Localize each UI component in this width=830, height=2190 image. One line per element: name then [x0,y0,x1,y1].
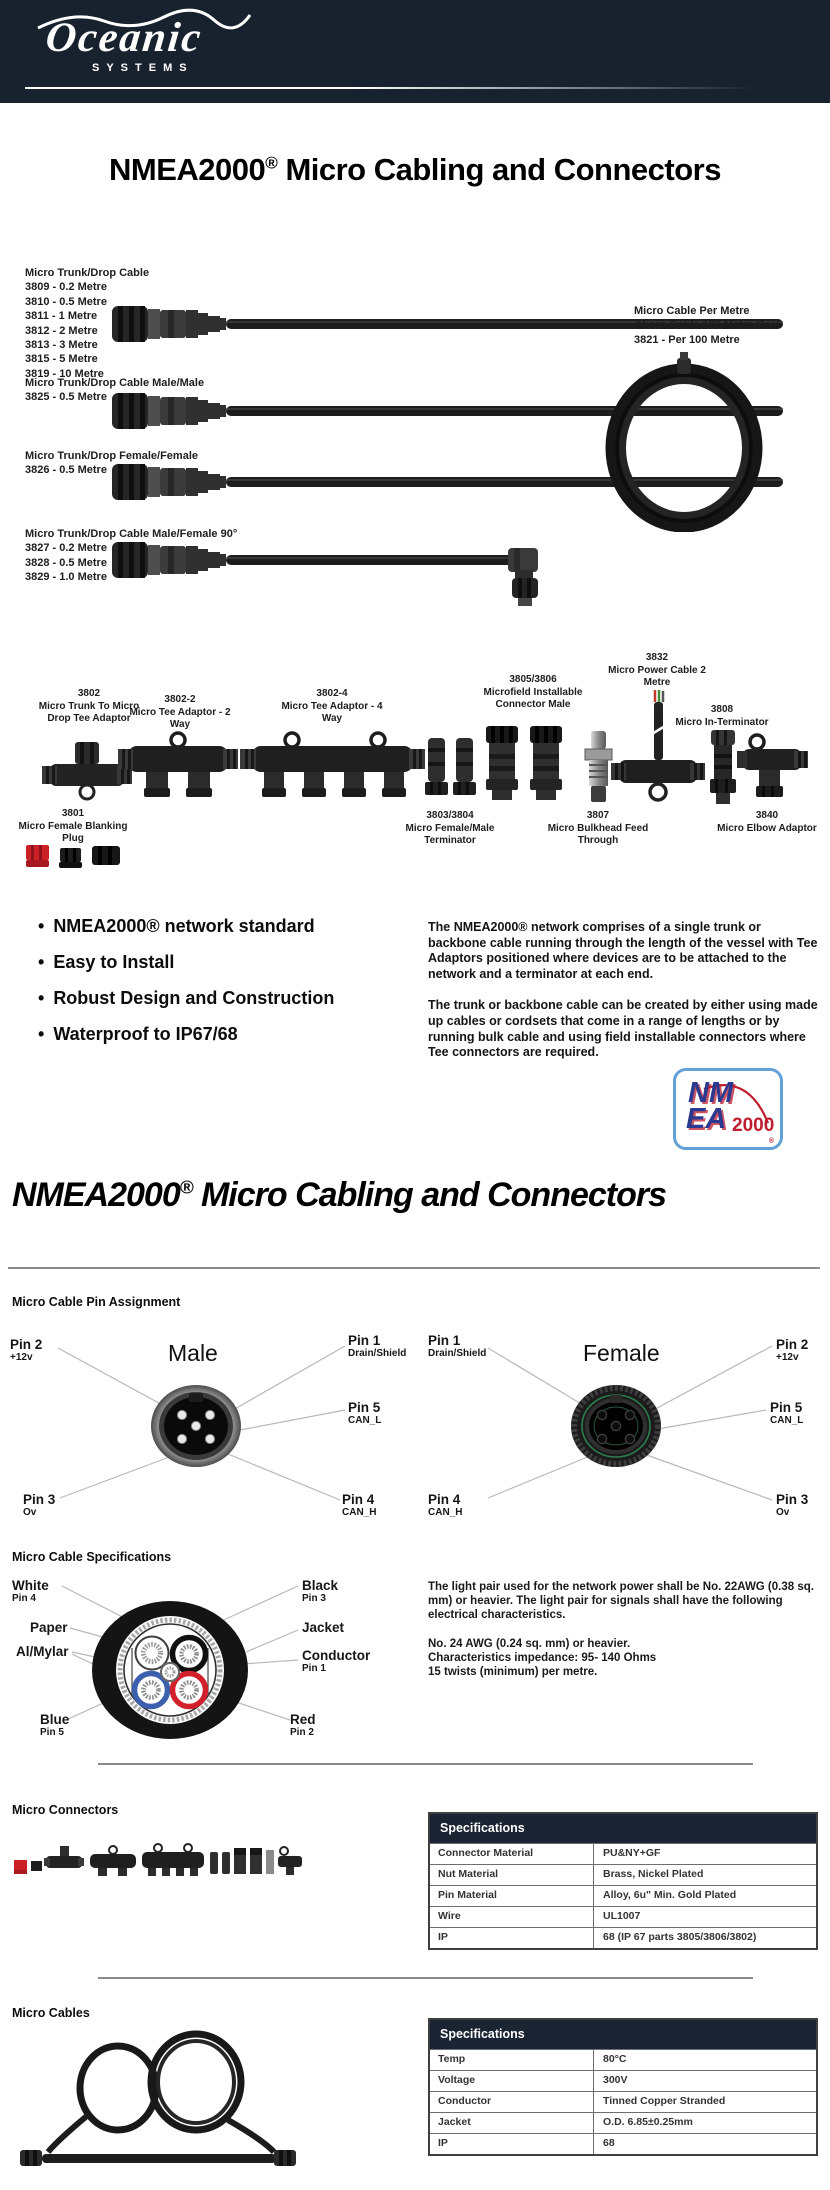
connector-spec-table [428,1812,818,1950]
cable-spec-text: The light pair used for the network power shall be No. 22AWG (0.38 sq. mm) or heavier. The light pair for signals shall have the following electrical characteristics. No. 24 AWG (0.24 sq. mm) or heavier. Characteristics impedance: 95- 140 Ohms 15 twists (minimum) per metre. [428,1580,824,1679]
connector-label-3803-3804: 3803/3804 Micro Female/Male Terminator [405,810,495,846]
cable-image-male-female-90 [110,536,570,608]
connector-image-3803-3804 [424,736,478,802]
connector-label-3802-2: 3802-2 Micro Tee Adaptor - 2 Way [129,694,231,730]
micro-cables-heading: Micro Cables [12,2006,90,2020]
male-connector-image [150,1384,242,1468]
feature-list [38,916,334,1060]
cable-group-3-label: Micro Trunk/Drop Female/Female 3826 - 0.5 Metre [25,450,198,477]
cable-group-2-label: Micro Trunk/Drop Cable Male/Male 3825 - 0.5 Metre [25,377,205,404]
description-paragraph: The trunk or backbone cable can be created by either using made up cables or cordsets that come in a range of lengths or by running bulk cable and using field installable connectors where Tee connectors are required. [428,998,818,1060]
feature-item: • Easy to Install [38,952,334,973]
cable-spec-heading: Micro Cable Specifications [12,1550,172,1564]
nmea2000-logo [673,1068,783,1150]
nmea-logo-registered: ® [768,1138,774,1145]
callout-white: White Pin 4 [12,1578,49,1604]
registered-mark: ® [179,1176,193,1198]
female-pin3-label: Pin 3 Ov [776,1492,809,1518]
description-paragraph: The NMEA2000® network comprises of a single trunk or backbone cable running through the length of the vessel with Tee Adaptors positioned where devices are to be attached to the network and a terminator at each end. [428,920,818,981]
connector-image-3805-3806 [486,726,566,804]
header-underline [25,87,755,89]
connector-label-3802: 3802 Micro Trunk To Micro Drop Tee Adaptor [38,688,140,724]
header-bar [0,0,830,103]
page-title: NMEA2000® Micro Cabling and Connectors [109,152,721,187]
female-title: Female [583,1340,660,1366]
nmea-logo-nm: NM [688,1077,734,1109]
micro-connectors-heading: Micro Connectors [12,1803,119,1817]
female-pin2-label: Pin 2 +12v [776,1337,809,1363]
connector-image-3840 [737,733,809,805]
table-row: Jacket O.D. 6.85±0.25mm [430,2112,816,2133]
connector-label-3805-3806: 3805/3806 Microfield Installable Connector Male [483,674,583,710]
connector-label-3807: 3807 Micro Bulkhead Feed Through [547,810,649,846]
female-pin4-label: Pin 4 CAN_H [428,1492,463,1518]
callout-jacket: Jacket [302,1620,345,1635]
callout-al-mylar: Al/Mylar [16,1644,69,1659]
table-row: Temp 80°C [430,2049,816,2070]
connector-image-3802-2 [118,731,238,803]
micro-cables-image [18,2030,298,2180]
feature-item: • NMEA2000® network standard [38,916,334,937]
cable-group-1-label: Micro Trunk/Drop Cable 3809 - 0.2 Metre 3810 - 0.5 Metre 3811 - 1 Metre 3812 - 2 Metre 3813 - 3 Metre 3815 - 5 Metre 3819 - 10 Metre [25,267,150,380]
description-block [428,920,822,1077]
male-title: Male [168,1340,218,1366]
connector-label-3801: 3801 Micro Female Blanking Plug [18,808,128,844]
female-connector-image [570,1384,662,1468]
reel-label: Micro Cable Per Metre /Micro Cable 100 Metre Reel 3821 - Per 100 Metre [634,305,780,346]
table-row: Wire UL1007 [430,1906,816,1927]
cable-spec-paragraph: The light pair used for the network power shall be No. 22AWG (0.38 sq. mm) or heavier. The light pair for signals shall have the following electrical characteristics. [428,1581,814,1622]
section-title: NMEA2000® Micro Cabling and Connectors [12,1176,667,1214]
table-row: Nut Material Brass, Nickel Plated [430,1864,816,1885]
nmea-logo-ea: EA [686,1103,727,1135]
female-pin5-label: Pin 5 CAN_L [770,1400,804,1426]
callout-conductor: Conductor Pin 1 [302,1648,371,1674]
callout-black: Black Pin 3 [302,1578,339,1604]
male-pin5-label: Pin 5 CAN_L [348,1400,382,1426]
brand-logo: Oceanic [43,15,205,61]
table-row: IP 68 [430,2133,816,2154]
cable-cross-section-image [86,1598,254,1744]
female-pin1-label: Pin 1 Drain/Shield [428,1333,487,1359]
male-pin1-label: Pin 1 Drain/Shield [348,1333,407,1359]
male-pin2-label: Pin 2 +12v [10,1337,43,1363]
table-row: Connector Material PU&NY+GF [430,1843,816,1864]
connector-label-3808: 3808 Micro In-Terminator [675,704,769,728]
table-header: Specifications [430,2020,816,2049]
male-pin3-label: Pin 3 Ov [23,1492,56,1518]
connector-image-3801 [26,841,124,871]
feature-item: • Robust Design and Construction [38,988,334,1009]
table-row: Voltage 300V [430,2070,816,2091]
table-row: IP 68 (IP 67 parts 3805/3806/3802) [430,1927,816,1948]
connector-image-3802-4 [240,731,425,803]
brand-sub-label: SYSTEMS [92,62,194,74]
pin-assignment-heading: Micro Cable Pin Assignment [12,1295,181,1309]
table-row: Conductor Tinned Copper Stranded [430,2091,816,2112]
cable-spec-table [428,2018,818,2156]
table-row: Pin Material Alloy, 6u" Min. Gold Plated [430,1885,816,1906]
male-pin4-label: Pin 4 CAN_H [342,1492,377,1518]
registered-mark: ® [265,153,278,173]
micro-connectors-strip-image [14,1826,304,1886]
connector-label-3840: 3840 Micro Elbow Adaptor [717,810,817,834]
section-divider [8,1267,820,1269]
feature-item: • Waterproof to IP67/68 [38,1024,334,1045]
pin-leader-lines [0,1330,830,1530]
nmea-logo-year: 2000 [732,1115,775,1136]
callout-red: Red Pin 2 [290,1712,316,1738]
callout-blue: Blue Pin 5 [40,1712,70,1738]
cable-group-4-label: Micro Trunk/Drop Cable Male/Female 90° 3827 - 0.2 Metre 3828 - 0.5 Metre 3829 - 1.0 Metre [25,528,238,584]
connector-image-3808 [707,730,739,808]
table-header: Specifications [430,1814,816,1843]
section-divider [98,1977,753,1979]
section-divider [98,1763,753,1765]
connector-label-3832: 3832 Micro Power Cable 2 Metre [608,652,706,688]
callout-paper: Paper [30,1620,68,1635]
connector-label-3802-4: 3802-4 Micro Tee Adaptor - 4 Way [281,688,383,724]
cable-reel-image [598,352,770,532]
